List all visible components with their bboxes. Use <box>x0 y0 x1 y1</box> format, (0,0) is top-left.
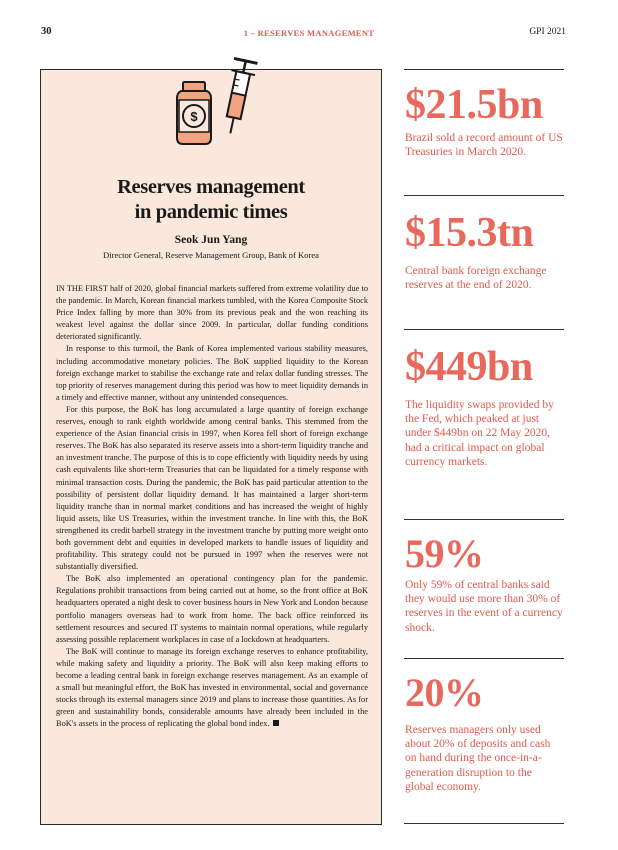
article-paragraph <box>56 646 368 731</box>
stat-value: $449bn <box>405 344 533 390</box>
article-panel <box>40 69 382 825</box>
pill-bottle-icon <box>177 82 211 144</box>
author-role: Director General, Reserve Management Group, Bank of Korea <box>103 250 319 260</box>
author-name: Seok Jun Yang <box>174 234 248 246</box>
stat-block <box>404 658 564 823</box>
article-body <box>56 283 368 730</box>
article-illustration <box>167 52 267 148</box>
article-paragraph: For this purpose, the BoK has long accumulated a large quantity of foreign exchange reserves, enough to rank eighth worldwide among central banks. This stemmed from the experience of the Asian financial crisis in 1997, when Korea fell short of foreign exchange reserves. The BoK has also separated its reserve assets into a short-term liquidity tranche and an investment tranche. The purpose of this is to cope efficiently with liquidity needs by using cash equivalents like short-term Treasuries that can be liquidated for a timely response with minimal transaction costs. During the pandemic, the BoK has paid particular attention to the possibility of persistent dollar liquidity demand. It has maintained a larger short-term liquidity tranche than in normal market conditions and has increased the weight of highly liquid assets, like US Treasuries, within the investment tranche. In line with this, the BoK strengthened its credit barbell strategy in the investment tranche by putting more weight onto both government debt and equities in developed markets to handle issues of liquidity and profitability. This strategy could not be pursued in 1997 when the reserves were not substantially diversified. <box>56 404 368 572</box>
publication-name: GPI 2021 <box>529 27 566 37</box>
article-title <box>41 175 381 225</box>
stat-description: Central bank foreign exchange reserves at the end of 2020. <box>405 265 547 292</box>
stat-block <box>404 195 564 317</box>
page-number: 30 <box>41 26 52 37</box>
stat-description: Only 59% of central banks said they would use more than 30% of reserves in the event of a currency shock. <box>405 579 563 634</box>
article-title-line-1: Reserves management <box>117 176 305 198</box>
page-header <box>0 26 618 42</box>
stat-block <box>404 519 564 659</box>
stat-value: 20% <box>405 670 484 715</box>
end-of-article-mark <box>273 720 279 726</box>
stat-block <box>404 69 564 188</box>
article-paragraph: IN THE FIRST half of 2020, global financial markets suffered from extreme volatility due to the pandemic. In March, Korean financial markets tumbled, with the Korea Composite Stock Price Index falling by more than 30% from its previous peak and the won reaching its weakest level against the dollar since 2009. In particular, dollar funding conditions deteriorated significantly. <box>56 284 368 342</box>
article-paragraph: In response to this turmoil, the Bank of Korea implemented various stability measures, including accommodative monetary policies. The BoK supplied liquidity to the Korean foreign exchange market to stabilise the exchange rate and relax dollar funding stresses. The top priority of reserves management during this period was how to meet liquidity demands in a timely and effective manner, without any unintended consequences. <box>56 344 368 402</box>
stats-bottom-rule <box>404 823 564 824</box>
section-title: 1 – RESERVES MANAGEMENT <box>243 28 375 38</box>
article-paragraph-text: The BoK will continue to manage its foreign exchange reserves to enhance profitability, while making safety and liquidity a priority. The BoK will also keep making efforts to become a leading central bank in foreign exchange reserves management. As an example of a small but meaningful effort, the BoK has invested in environmental, social and governance stocks through its external managers since 2019 and plans to increase those quantities. As for green and sustainability bonds, considerable amounts have already been included in the BoK's assets in the process of replicating the global bond index. <box>56 646 368 729</box>
stat-description: Brazil sold a record amount of US Treasuries in March 2020. <box>405 132 563 159</box>
article-paragraph: The BoK also implemented an operational contingency plan for the pandemic. Regulations prohibit transactions from being carried out at home, so the front office at BoK headquarters operated a night desk to cover business hours in New York and London because portfolio managers overseas had to work from home. The back office reinforced its settlement resources and secured IT systems to maintain normal operations, while regularly assessing possible replacement workplaces in case of a lockdown at headquarters. <box>56 574 368 644</box>
article-title-line-2: in pandemic times <box>134 201 288 223</box>
stat-description: The liquidity swaps provided by the Fed, which peaked at just under $449bn on 22 May 2020, had a critical impact on global currency markets. <box>405 399 554 468</box>
syringe-icon <box>219 58 258 135</box>
stat-description: Reserves managers only used about 20% of deposits and cash on hand during the once-in-a-generation disruption to the global economy. <box>405 724 551 793</box>
stat-value: $21.5bn <box>405 82 543 128</box>
svg-text:$: $ <box>190 109 198 124</box>
stat-value: $15.3tn <box>405 210 534 256</box>
stat-value: 59% <box>405 531 484 576</box>
